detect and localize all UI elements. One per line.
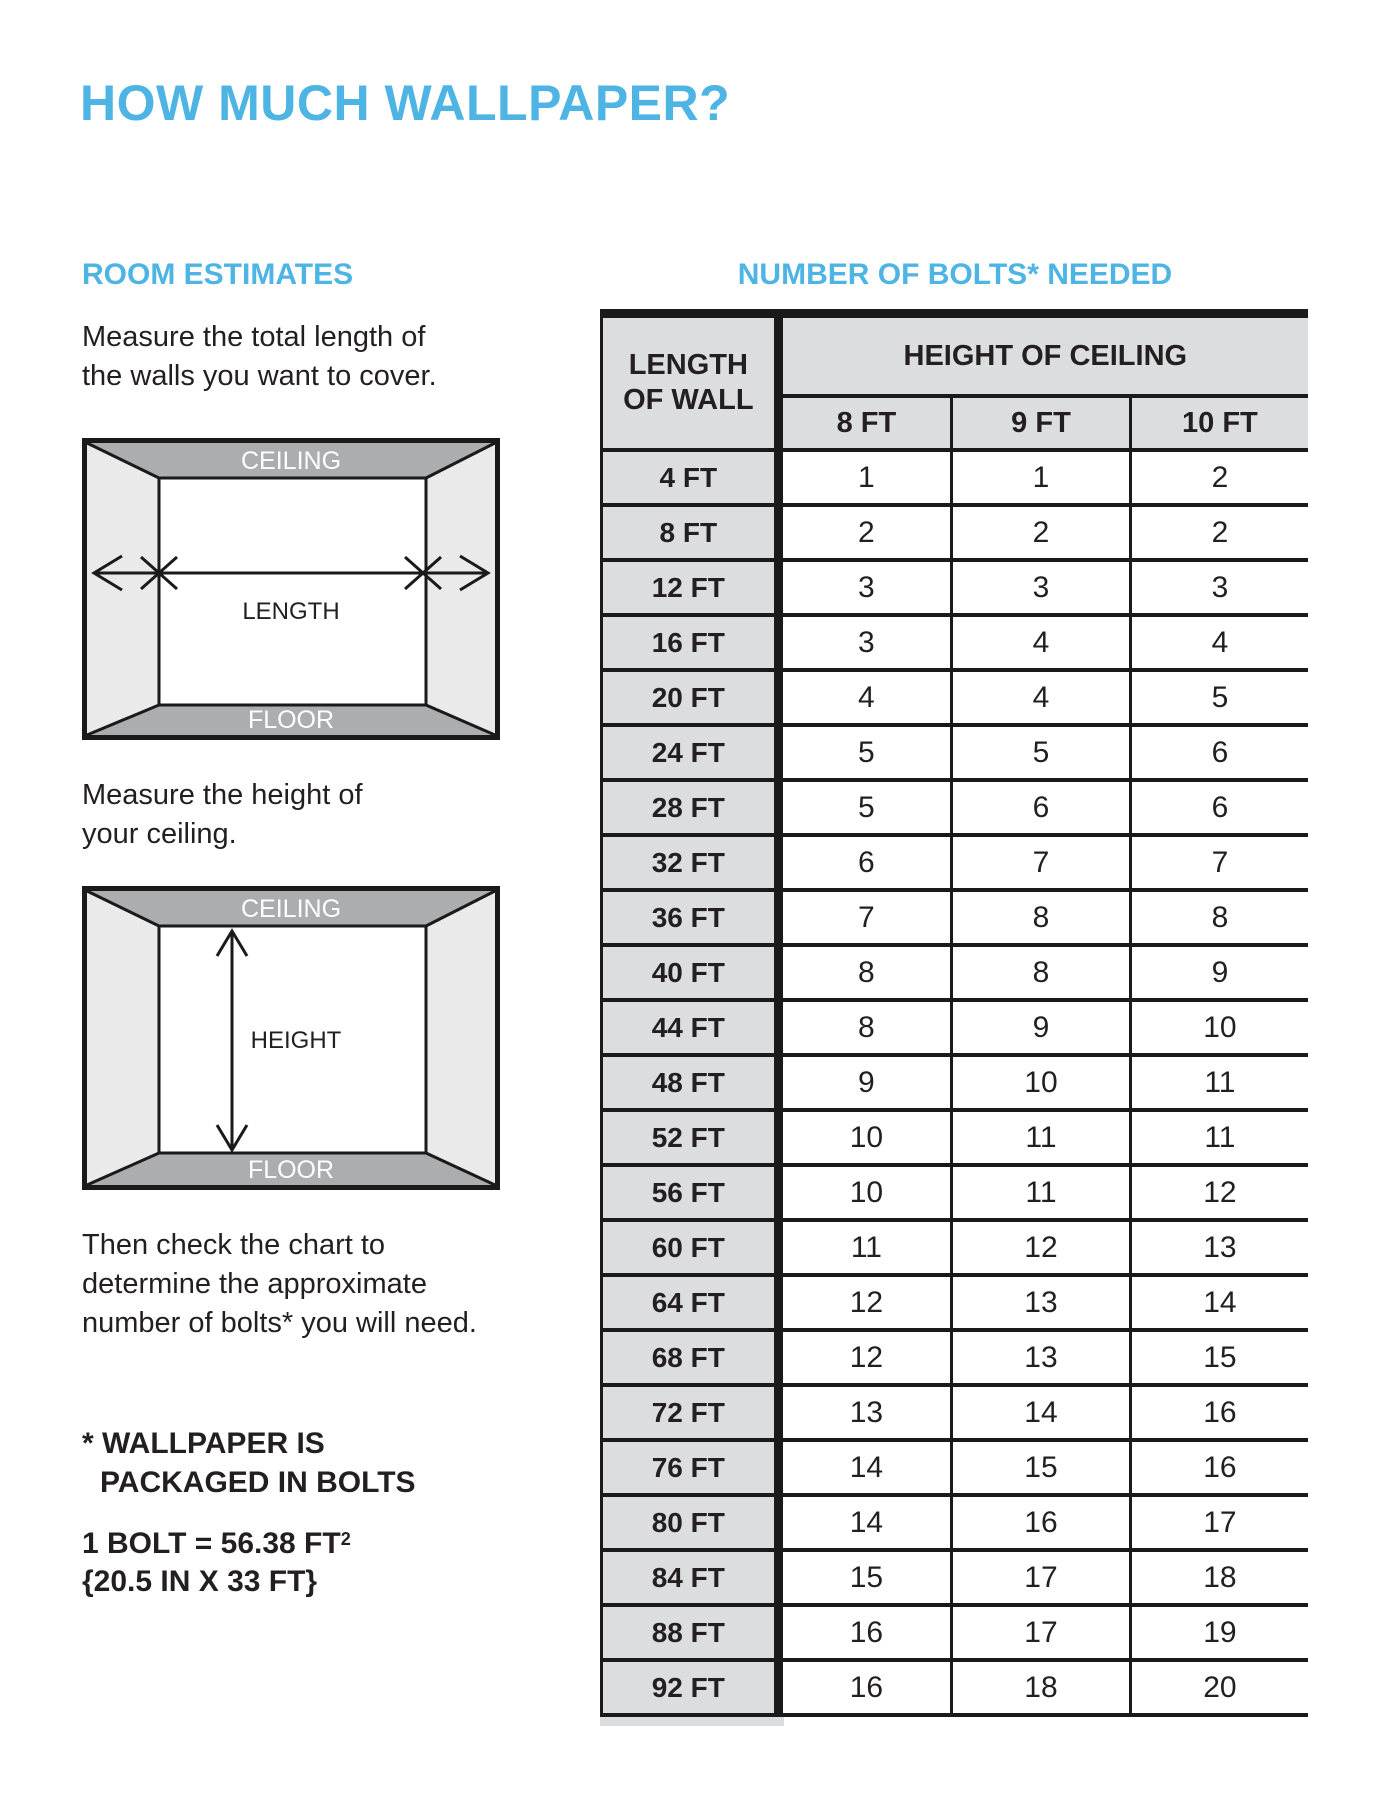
bolt-size-spec — [82, 1520, 351, 1601]
row-label: 8 FT — [602, 505, 779, 560]
height-label: HEIGHT — [250, 1027, 342, 1054]
row-label: 56 FT — [602, 1165, 779, 1220]
cell-10ft: 14 — [1130, 1275, 1308, 1330]
table-row — [602, 1495, 1309, 1550]
instruction-line: your ceiling. — [82, 818, 237, 850]
cell-8ft: 16 — [778, 1605, 952, 1660]
row-label: 72 FT — [602, 1385, 779, 1440]
cell-10ft: 2 — [1130, 450, 1308, 505]
cell-8ft: 8 — [778, 1000, 952, 1055]
instruction-measure-height — [82, 776, 363, 854]
wallpaper-bolts-footnote — [82, 1424, 416, 1502]
table-row — [602, 1000, 1309, 1055]
table-row — [602, 1110, 1309, 1165]
cell-9ft: 11 — [952, 1165, 1131, 1220]
room-height-illustration — [82, 886, 500, 1190]
cell-8ft: 6 — [778, 835, 952, 890]
table-row — [602, 780, 1309, 835]
table-row — [602, 835, 1309, 890]
footnote-line: PACKAGED IN BOLTS — [100, 1466, 416, 1499]
cell-10ft: 6 — [1130, 725, 1308, 780]
cell-10ft: 19 — [1130, 1605, 1308, 1660]
cell-9ft: 3 — [952, 560, 1131, 615]
row-label: 24 FT — [602, 725, 779, 780]
cell-9ft: 2 — [952, 505, 1131, 560]
column-header-8ft: 8 FT — [778, 396, 952, 450]
cell-10ft: 7 — [1130, 835, 1308, 890]
height-of-ceiling-header: HEIGHT OF CEILING — [778, 318, 1308, 396]
column-header-10ft: 10 FT — [1130, 396, 1308, 450]
left-wall — [87, 891, 159, 1185]
row-label: 16 FT — [602, 615, 779, 670]
cell-8ft: 12 — [778, 1275, 952, 1330]
row-label: 68 FT — [602, 1330, 779, 1385]
floor-label: FLOOR — [247, 1156, 335, 1184]
row-label: 88 FT — [602, 1605, 779, 1660]
row-label: 40 FT — [602, 945, 779, 1000]
cell-10ft: 4 — [1130, 615, 1308, 670]
table-row — [602, 945, 1309, 1000]
row-label: 60 FT — [602, 1220, 779, 1275]
cell-9ft: 11 — [952, 1110, 1131, 1165]
cell-9ft: 17 — [952, 1605, 1131, 1660]
table-row — [602, 1055, 1309, 1110]
cell-10ft: 15 — [1130, 1330, 1308, 1385]
table-row — [602, 1330, 1309, 1385]
cell-10ft: 20 — [1130, 1660, 1308, 1715]
table-row — [602, 505, 1309, 560]
cell-8ft: 2 — [778, 505, 952, 560]
right-wall — [426, 891, 495, 1185]
cell-9ft: 8 — [952, 945, 1131, 1000]
cell-9ft: 5 — [952, 725, 1131, 780]
cell-9ft: 10 — [952, 1055, 1131, 1110]
cell-10ft: 8 — [1130, 890, 1308, 945]
instruction-line: Measure the height of — [82, 779, 363, 811]
room-length-illustration — [82, 438, 500, 740]
cell-8ft: 3 — [778, 560, 952, 615]
instruction-line: number of bolts* you will need. — [82, 1307, 477, 1339]
row-label: 84 FT — [602, 1550, 779, 1605]
cell-10ft: 13 — [1130, 1220, 1308, 1275]
table-row — [602, 560, 1309, 615]
footnote-line: * WALLPAPER IS — [82, 1427, 325, 1460]
cell-9ft: 16 — [952, 1495, 1131, 1550]
cell-8ft: 14 — [778, 1495, 952, 1550]
row-label: 76 FT — [602, 1440, 779, 1495]
ceiling-label: CEILING — [240, 895, 342, 923]
row-label: 44 FT — [602, 1000, 779, 1055]
cell-9ft: 15 — [952, 1440, 1131, 1495]
row-label: 92 FT — [602, 1660, 779, 1715]
row-label: 32 FT — [602, 835, 779, 890]
cell-9ft: 14 — [952, 1385, 1131, 1440]
instruction-measure-length — [82, 318, 437, 396]
cell-9ft: 9 — [952, 1000, 1131, 1055]
cell-9ft: 12 — [952, 1220, 1131, 1275]
page-title: HOW MUCH WALLPAPER? — [80, 75, 731, 131]
row-label: 48 FT — [602, 1055, 779, 1110]
cell-8ft: 8 — [778, 945, 952, 1000]
row-label: 20 FT — [602, 670, 779, 725]
table-top-border — [600, 309, 1308, 318]
table-row — [602, 1165, 1309, 1220]
table-row — [602, 1385, 1309, 1440]
squared-superscript: 2 — [340, 1529, 351, 1549]
bolt-spec-line1: 1 BOLT = 56.38 $FT^2$ — [82, 1527, 351, 1560]
cell-8ft: 15 — [778, 1550, 952, 1605]
room-estimates-heading: ROOM ESTIMATES — [82, 258, 354, 291]
bolts-table — [600, 309, 1310, 1726]
table-row — [602, 1275, 1309, 1330]
cell-9ft: 8 — [952, 890, 1131, 945]
cell-8ft: 10 — [778, 1165, 952, 1220]
cell-8ft: 12 — [778, 1330, 952, 1385]
cell-8ft: 7 — [778, 890, 952, 945]
cell-10ft: 6 — [1130, 780, 1308, 835]
table-row — [602, 1660, 1309, 1715]
cell-8ft: 13 — [778, 1385, 952, 1440]
room-length-diagram — [82, 438, 500, 745]
cell-8ft: 10 — [778, 1110, 952, 1165]
cell-9ft: 17 — [952, 1550, 1131, 1605]
row-label: 36 FT — [602, 890, 779, 945]
cell-9ft: 13 — [952, 1275, 1131, 1330]
cell-8ft: 3 — [778, 615, 952, 670]
cell-8ft: 1 — [778, 450, 952, 505]
cell-8ft: 5 — [778, 780, 952, 835]
cell-9ft: 6 — [952, 780, 1131, 835]
instruction-line: Then check the chart to — [82, 1229, 386, 1261]
table-body — [602, 450, 1309, 1715]
cell-10ft: 11 — [1130, 1055, 1308, 1110]
table-row — [602, 670, 1309, 725]
cell-10ft: 12 — [1130, 1165, 1308, 1220]
row-label: 4 FT — [602, 450, 779, 505]
instruction-check-chart — [82, 1226, 477, 1343]
row-label: 80 FT — [602, 1495, 779, 1550]
cell-10ft: 16 — [1130, 1385, 1308, 1440]
left-wall — [87, 443, 159, 735]
ceiling-label: CEILING — [240, 447, 342, 475]
room-height-diagram — [82, 886, 500, 1195]
instruction-line: Measure the total length of — [82, 321, 426, 353]
cell-10ft: 16 — [1130, 1440, 1308, 1495]
table-row — [602, 725, 1309, 780]
row-label: 52 FT — [602, 1110, 779, 1165]
table-row — [602, 1220, 1309, 1275]
cell-8ft: 9 — [778, 1055, 952, 1110]
cell-10ft: 10 — [1130, 1000, 1308, 1055]
bolts-needed-heading: NUMBER OF BOLTS* NEEDED — [737, 258, 1173, 291]
cell-9ft: 4 — [952, 670, 1131, 725]
instruction-line: the walls you want to cover. — [82, 360, 437, 392]
cell-10ft: 17 — [1130, 1495, 1308, 1550]
cell-9ft: 1 — [952, 450, 1131, 505]
cell-9ft: 18 — [952, 1660, 1131, 1715]
table-row — [602, 890, 1309, 945]
cell-8ft: 16 — [778, 1660, 952, 1715]
cell-9ft: 7 — [952, 835, 1131, 890]
cell-10ft: 2 — [1130, 505, 1308, 560]
table-row — [602, 1440, 1309, 1495]
cell-8ft: 14 — [778, 1440, 952, 1495]
instruction-line: determine the approximate — [82, 1268, 427, 1300]
cell-10ft: 5 — [1130, 670, 1308, 725]
table-footer-tab — [600, 1717, 784, 1726]
cell-10ft: 3 — [1130, 560, 1308, 615]
table-row — [602, 615, 1309, 670]
length-label: LENGTH — [242, 598, 340, 625]
cell-9ft: 4 — [952, 615, 1131, 670]
table-row — [602, 1605, 1309, 1660]
row-label: 12 FT — [602, 560, 779, 615]
cell-9ft: 13 — [952, 1330, 1131, 1385]
back-wall — [159, 478, 426, 705]
table-row — [602, 450, 1309, 505]
bolt-spec-line2: {20.5 IN X 33 FT} — [82, 1565, 318, 1598]
cell-8ft: 4 — [778, 670, 952, 725]
cell-10ft: 11 — [1130, 1110, 1308, 1165]
table-row — [602, 1550, 1309, 1605]
cell-8ft: 5 — [778, 725, 952, 780]
length-of-wall-header: LENGTH OF WALL — [602, 318, 779, 450]
row-label: 64 FT — [602, 1275, 779, 1330]
cell-8ft: 11 — [778, 1220, 952, 1275]
floor-label: FLOOR — [247, 706, 335, 734]
cell-10ft: 9 — [1130, 945, 1308, 1000]
bolts-needed-table — [600, 318, 1308, 1717]
row-label: 28 FT — [602, 780, 779, 835]
column-header-9ft: 9 FT — [952, 396, 1131, 450]
cell-10ft: 18 — [1130, 1550, 1308, 1605]
